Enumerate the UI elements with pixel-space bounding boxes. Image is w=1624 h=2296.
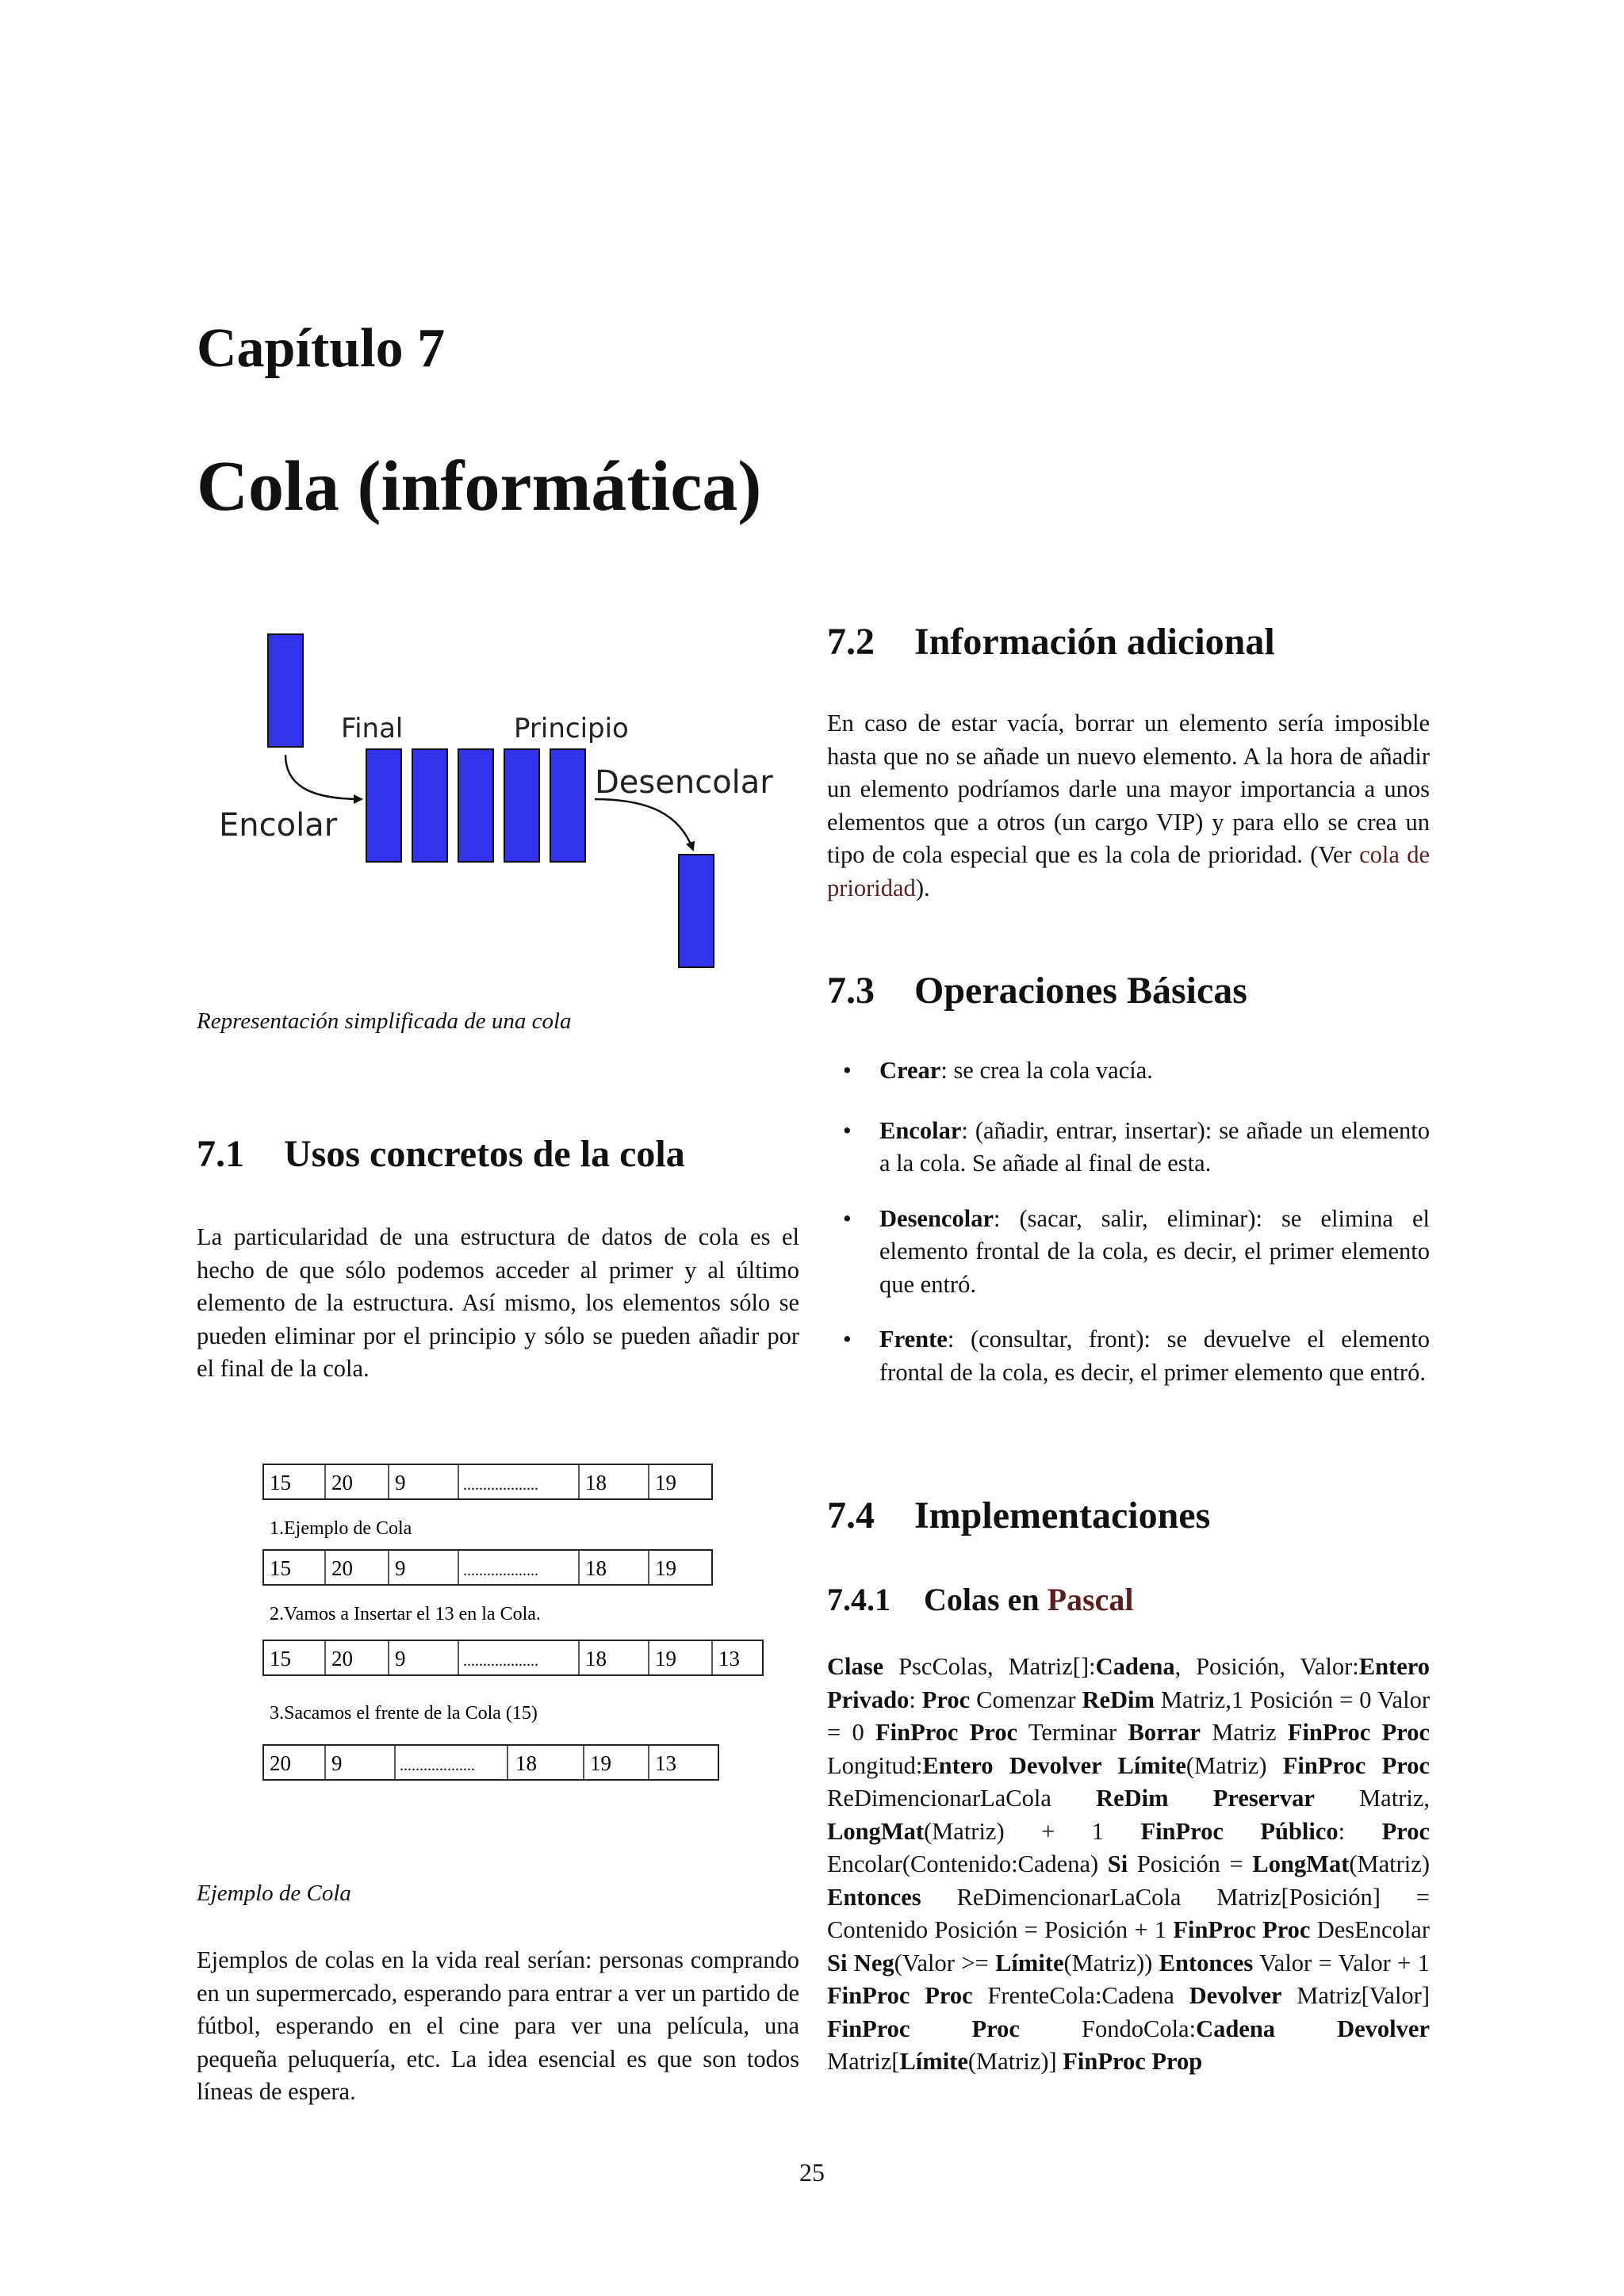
table-row-4 [263, 1745, 718, 1780]
code-text: Matriz,1 Posición = 0 Valor = 0 [827, 1686, 1430, 1746]
code-text: Matriz[ [827, 2048, 900, 2075]
section-7-2-heading [827, 620, 1430, 664]
page-number: 25 [799, 2158, 825, 2187]
code-keyword: FinProc Proc [1282, 1751, 1430, 1779]
paragraph-text: ). [915, 874, 930, 901]
table-cell: 13 [718, 1647, 740, 1670]
queue-diagram [206, 626, 773, 975]
table-cell: 9 [395, 1647, 406, 1670]
code-text: (Matriz)] [967, 2048, 1063, 2075]
queue-example-tables [262, 1463, 769, 1796]
code-keyword: Límite [995, 1949, 1064, 1976]
table-cell: 9 [395, 1471, 406, 1494]
list-item [827, 1203, 1430, 1302]
code-keyword: FinProc Proc [875, 1719, 1018, 1746]
bullet: • [843, 1057, 852, 1084]
code-text: Longitud: [827, 1751, 923, 1779]
label-encolar: Encolar [219, 807, 338, 844]
cola-de-prioridad-link[interactable]: cola de prioridad [827, 841, 1430, 901]
table-row-1 [263, 1464, 712, 1499]
code-keyword: Borrar [1128, 1719, 1201, 1746]
code-keyword: Entero Devolver Límite [922, 1751, 1186, 1779]
table-cell: 20 [331, 1647, 353, 1670]
code-keyword: Si [1107, 1850, 1128, 1877]
table-cell: 20 [331, 1471, 353, 1494]
subsection-title: Colas en [924, 1582, 1048, 1617]
section-number: 7.3 [827, 970, 875, 1012]
code-keyword: FinProc Prop [1063, 2048, 1203, 2075]
label-final: Final [341, 713, 404, 744]
code-text: (Matriz) [1349, 1850, 1430, 1877]
operation-term: Encolar [879, 1116, 962, 1144]
code-text: FrenteCola:Cadena [972, 1982, 1189, 2009]
table-cell: 9 [331, 1751, 343, 1775]
table-cell: 15 [270, 1471, 291, 1494]
code-text: Terminar [1017, 1719, 1128, 1746]
code-keyword: ReDim Preservar [1096, 1785, 1315, 1812]
chapter-label: Capítulo 7 [197, 318, 446, 379]
pascal-code-paragraph [827, 1651, 1430, 2079]
section-title: Información adicional [914, 621, 1275, 663]
bullet: • [843, 1204, 852, 1232]
table-cell: 15 [270, 1556, 291, 1580]
table-step-label: 3.Sacamos el frente de la Cola (15) [270, 1703, 538, 1724]
code-text: Valor = Valor + 1 [1253, 1949, 1430, 1976]
subsection-number: 7.4.1 [827, 1582, 891, 1617]
figure2-caption: Ejemplo de Cola [197, 1881, 351, 1906]
code-keyword: LongMat [1252, 1850, 1350, 1877]
code-text: (Matriz) [1185, 1751, 1283, 1779]
queue-block-5 [550, 749, 585, 862]
section-7-1-paragraph: La particularidad de una estructura de datos de cola es el hecho de que sólo podemos acceder al primer y al último elemento de la estructura. Así mismo, los elementos sólo se pueden eliminar por el principio y sólo se pueden añadir por el final de la cola. [197, 1223, 799, 1382]
table-cell: 18 [585, 1556, 607, 1580]
table-cell: 19 [590, 1751, 611, 1775]
table-cell: 19 [655, 1471, 676, 1494]
code-text: Comenzar [970, 1686, 1082, 1713]
code-keyword: Cadena [1095, 1653, 1175, 1680]
section-title: Operaciones Básicas [914, 970, 1247, 1012]
operation-text: : (añadir, entrar, insertar): se añade un elemento a la cola. Se añade al final de esta. [879, 1116, 1430, 1177]
queue-block-2 [412, 749, 447, 862]
section-number: 7.2 [827, 621, 875, 663]
code-keyword: Límite [899, 2048, 968, 2075]
desencolar-arrow [595, 799, 693, 850]
table-step-label: 1.Ejemplo de Cola [270, 1518, 412, 1539]
code-keyword: Si Neg [827, 1949, 894, 1976]
operation-term: Desencolar [879, 1204, 994, 1232]
code-keyword: LongMat [827, 1817, 924, 1845]
table-cell: 18 [515, 1751, 537, 1775]
section-7-3-heading [827, 969, 1430, 1012]
bullet: • [843, 1116, 852, 1144]
section-title: Implementaciones [914, 1494, 1211, 1536]
table-cell: 9 [395, 1556, 406, 1580]
section-7-1-heading [197, 1132, 799, 1176]
code-keyword: Entonces [827, 1883, 921, 1911]
list-item [827, 1115, 1430, 1181]
code-text: (Matriz) + 1 [924, 1817, 1141, 1845]
table-step-label: 2.Vamos a Insertar el 13 en la Cola. [270, 1604, 541, 1624]
code-text: : [909, 1686, 922, 1713]
label-principio: Principio [514, 713, 629, 744]
table-cell: ................... [463, 1652, 538, 1670]
code-text: (Matriz)) [1063, 1949, 1159, 1976]
section-number: 7.1 [197, 1133, 244, 1175]
code-text: DesEncolar [1310, 1916, 1430, 1943]
code-keyword: Proc [1381, 1817, 1430, 1845]
outgoing-element-block [679, 855, 714, 967]
code-text: Matriz [1200, 1719, 1288, 1746]
code-keyword: Proc [921, 1686, 971, 1713]
table-cell: 15 [270, 1647, 291, 1670]
table-cell: ................... [400, 1757, 475, 1774]
operation-text: : (consultar, front): se devuelve el elemento frontal de la cola, es decir, el primer elemento que entró. [879, 1326, 1430, 1386]
operation-term: Crear [879, 1057, 941, 1084]
pascal-link[interactable]: Pascal [1047, 1582, 1134, 1617]
section-7-4-heading [827, 1494, 1430, 1537]
table-cell: 20 [270, 1751, 291, 1775]
code-keyword: Clase [827, 1653, 884, 1680]
subsection-7-4-1-heading [827, 1581, 1430, 1618]
encolar-arrow [285, 755, 362, 799]
section-number: 7.4 [827, 1494, 875, 1536]
code-keyword: FinProc Proc [827, 2015, 1020, 2042]
code-keyword: Entero Privado [827, 1653, 1430, 1713]
code-text: , Posición, Valor: [1174, 1653, 1359, 1680]
code-text: ReDimencionarLaCola [827, 1785, 1097, 1812]
code-keyword: Entonces [1159, 1949, 1254, 1976]
paragraph-text: En caso de estar vacía, borrar un elemento sería imposible hasta que no se añade un nuevo elemento. A la hora de añadir un elemento podríamos darle una mayor importancia a unos elementos que a otros (un cargo VIP) y para ello se crea un tipo de cola especial que es la cola de prioridad. (Ver [827, 710, 1430, 868]
code-keyword: FinProc Proc [1287, 1719, 1430, 1746]
code-text: ReDimencionarLaCola Matriz[Posición] = Contenido Posición = Posición + 1 [827, 1883, 1430, 1943]
operation-text: : se crea la cola vacía. [940, 1057, 1153, 1084]
table-cell: 13 [655, 1751, 676, 1775]
code-keyword: FinProc Público [1140, 1817, 1339, 1845]
queue-block-1 [366, 749, 401, 862]
table-cell: 18 [585, 1471, 607, 1494]
figure1-caption: Representación simplificada de una cola [197, 1008, 572, 1034]
list-item [827, 1323, 1430, 1389]
table-row-3 [263, 1640, 763, 1675]
code-text: : [1338, 1817, 1382, 1845]
examples-paragraph: Ejemplos de colas en la vida real serían: personas comprando en un supermercado, esperando para entrar a ver un partido de fútbol, esperando en el cine para ver una película, una pequeña peluquería, etc. La idea esencial es que son todos líneas de espera. [197, 1946, 799, 2105]
table-cell: 19 [655, 1647, 676, 1670]
table-row-2 [263, 1550, 712, 1585]
operations-list [827, 1054, 1430, 1411]
table-cell: 19 [655, 1556, 676, 1580]
operation-term: Frente [879, 1326, 948, 1353]
table-cell: 18 [585, 1647, 607, 1670]
code-text: (Valor >= [894, 1949, 996, 1976]
bullet: • [843, 1326, 852, 1353]
operation-text: : (sacar, salir, eliminar): se elimina el elemento frontal de la cola, es decir, el primer elemento que entró. [879, 1204, 1430, 1298]
table-cell: ................... [463, 1562, 538, 1579]
code-text: PscColas, Matriz[]: [883, 1653, 1096, 1680]
chapter-title: Cola (informática) [197, 447, 762, 526]
code-keyword: FinProc Proc [827, 1982, 973, 2009]
label-desencolar: Desencolar [595, 764, 773, 801]
table-cell: 20 [331, 1556, 353, 1580]
code-text: Matriz[Valor] [1281, 1982, 1430, 2009]
code-keyword: FinProc Proc [1173, 1916, 1311, 1943]
queue-block-4 [504, 749, 539, 862]
section-7-2-paragraph [827, 707, 1430, 905]
incoming-element-block [268, 634, 303, 747]
code-text: Posición = [1128, 1850, 1253, 1877]
code-text: Matriz, [1314, 1785, 1430, 1812]
code-keyword: ReDim [1082, 1686, 1155, 1713]
queue-block-3 [458, 749, 493, 862]
code-keyword: Cadena Devolver [1196, 2015, 1430, 2042]
code-text: FondoCola: [1019, 2015, 1197, 2042]
code-keyword: Devolver [1189, 1982, 1282, 2009]
list-item [827, 1054, 1430, 1088]
table-cell: ................... [463, 1476, 538, 1494]
section-title: Usos concretos de la cola [284, 1133, 685, 1175]
code-text: Encolar(Contenido:Cadena) [827, 1850, 1108, 1877]
